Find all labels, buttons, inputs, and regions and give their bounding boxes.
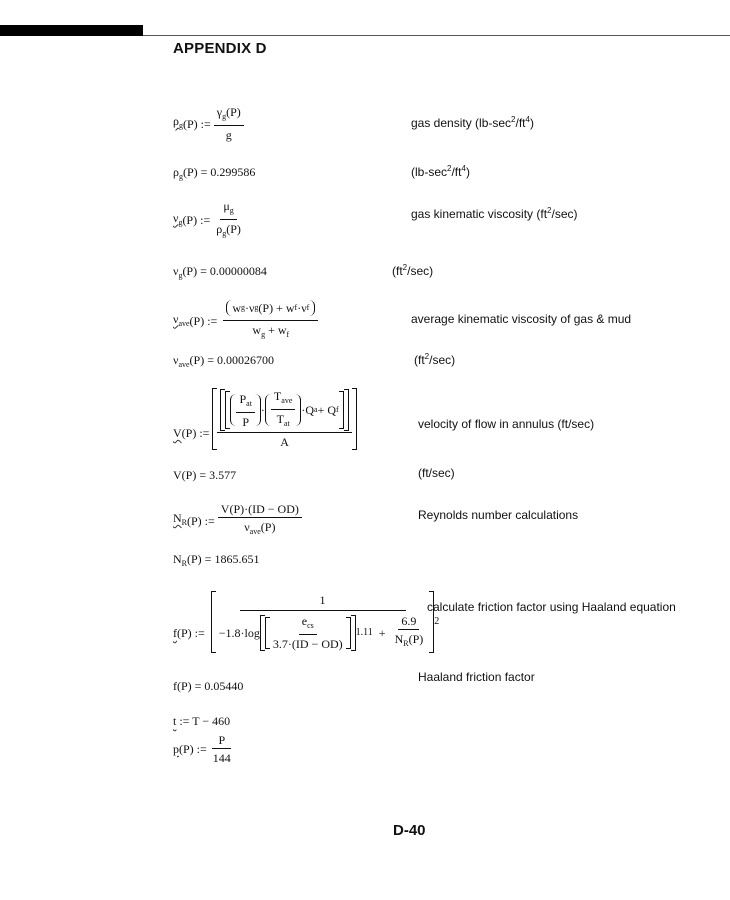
annulus-velocity-definition: V(P) := $\frac{P_{at}}{P}$ · $\frac{T_{ave}}{T_{at}}$ ·Q a + Q f A (173, 388, 357, 450)
friction-factor-definition: f(P) := 1 −1.8·log $\frac{e_{cs}}{3.7\cdot(ID - OD)}$ 1.11 + $\frac{6.9}{N_R(P)}$ 2 (173, 593, 440, 651)
temperature-conversion: t := T − 460 (173, 714, 231, 728)
eq1-lhs: $\rho_g$ (173, 114, 183, 130)
eq14-fraction: $\frac{P}{144}$ (212, 733, 231, 765)
average-kinematic-viscosity-definition: $\nu_{ave}$ (P) := w g ·ν g (P) + w f ·ν f $w_g + w_f$ (173, 300, 318, 342)
annulus-velocity-result: V(P) = 3.577 (173, 468, 237, 482)
header-bar (0, 25, 143, 36)
average-kinematic-viscosity-result: $\nu_{ave}(P) = 0.00026700$ (173, 353, 274, 369)
reynolds-number-result: $N_R(P) = 1865.651$ (173, 552, 260, 568)
header-rule (143, 35, 730, 36)
eq9-fraction: $\frac{V(P)\cdot(ID - OD)}{\nu_{ave}(P)}$ (218, 502, 302, 539)
average-kinematic-viscosity-description: average kinematic viscosity of gas & mud (411, 312, 632, 326)
reynolds-number-definition: $N_R$ (P) := $\frac{V(P)\cdot(ID - OD)}{\nu_{ave}(P)}$ (173, 502, 302, 539)
pressure-conversion: p (P) := $\frac{P}{144}$ (173, 733, 234, 765)
eq1-fraction: $\frac{\gamma_g(P)}{g}$ (214, 105, 244, 142)
annulus-velocity-description: velocity of flow in annulus (ft/sec) (418, 417, 595, 431)
appendix-title: APPENDIX D (173, 40, 267, 57)
gas-kinematic-viscosity-definition: $\nu_g$ (P) := $\frac{\mu_g}{\rho_g(P)}$ (173, 199, 244, 241)
eq5-fraction: w g ·ν g (P) + w f ·ν f $w_g + w_f$ (223, 300, 318, 342)
gas-density-definition: $\rho_g$ (P) := $\frac{\gamma_g(P)}{g}$ (173, 105, 244, 142)
eq11-fraction: 1 −1.8·log $\frac{e_{cs}}{3.7\cdot(ID - OD)}$ 1.11 + $\frac{6.9}{N_R(P)}$ (218, 593, 424, 651)
friction-factor-description: calculate friction factor using Haaland equation (427, 600, 676, 614)
gas-kinematic-viscosity-description: gas kinematic viscosity $(ft^2/\sec)$ (411, 206, 578, 221)
average-kinematic-viscosity-unit: $(ft^2/\sec)$ (414, 352, 456, 367)
gas-kinematic-viscosity-result: $\nu_g(P) = 0.00000084$ (173, 264, 267, 280)
gas-density-result: $\rho_g(P) = 0.299586$ (173, 165, 256, 181)
reynolds-number-description: Reynolds number calculations (418, 508, 579, 522)
annulus-velocity-unit: (ft/sec) (418, 466, 455, 480)
gas-density-unit: $(lb-\sec^2/ft^4)$ (411, 164, 470, 179)
page-number: D-40 (393, 822, 426, 839)
friction-factor-result: f(P) = 0.05440 (173, 679, 244, 693)
gas-kinematic-viscosity-unit: $(ft^2/\sec)$ (392, 263, 434, 278)
gas-density-description: gas density $(lb-\sec^2/ft^4)$ (411, 115, 534, 130)
eq3-fraction: $\frac{\mu_g}{\rho_g(P)}$ (216, 199, 241, 238)
haaland-friction-factor-label: Haaland friction factor (418, 670, 535, 684)
eq7-fraction: $\frac{P_{at}}{P}$ · $\frac{T_{ave}}{T_{at}}$ ·Q a + Q f A (217, 389, 351, 449)
